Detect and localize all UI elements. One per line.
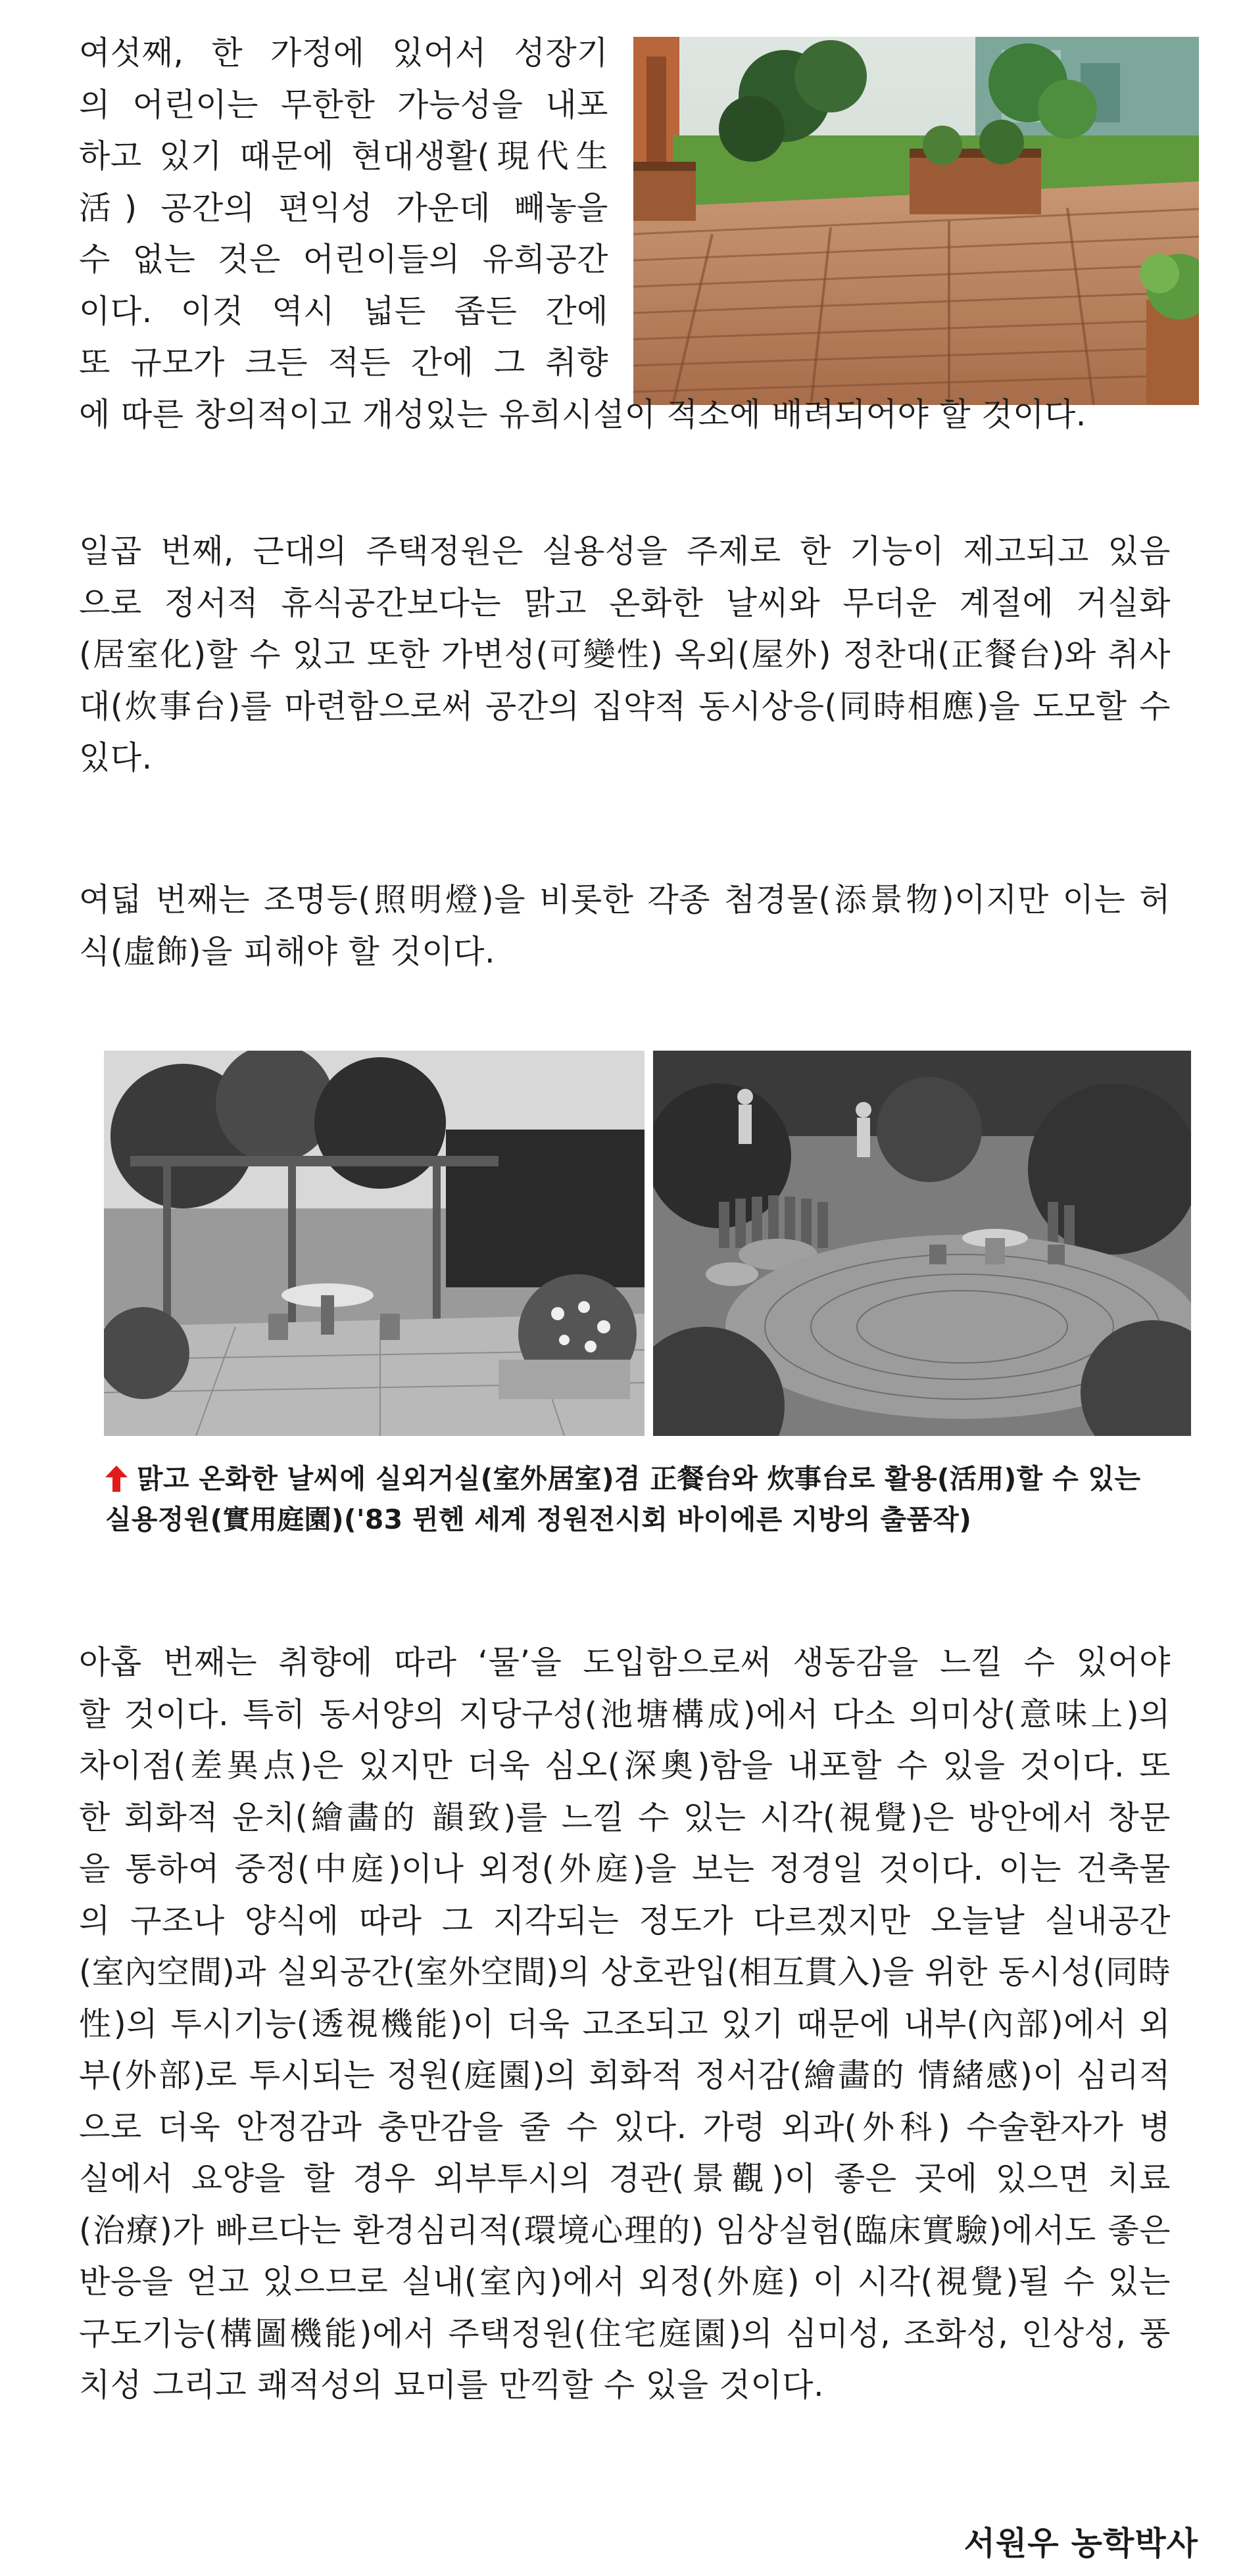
text-line: 아홉 번째는 취향에 따라 ‘물’을 도입함으로써 생동감을 느낄 수 있어야	[79, 1644, 1171, 1681]
text-line: 이다. 이것 역시 넓든 좁든 간에	[79, 292, 608, 330]
text-line: (室內空間)과 실외공간(室外空間)의 상호관입(相互貫入)을 위한 동시성(同時	[79, 1953, 1171, 1991]
text-line: 또 규모가 크든 적든 간에 그 취향	[79, 344, 608, 381]
text-line: 있다.	[79, 739, 153, 776]
paragraph-seventh	[79, 526, 1171, 784]
pergola-garden-photo	[104, 1051, 645, 1436]
text-line: 실에서 요양을 할 경우 외부투시의 경관(景觀)이 좋은 곳에 있으면 치료	[79, 2160, 1171, 2197]
text-line: 차이점(差異点)은 있지만 더욱 심오(深奧)함을 내포할 수 있을 것이다. 또	[79, 1747, 1171, 1784]
pergola-garden-illustration	[104, 1051, 645, 1436]
paragraph-ninth	[79, 1637, 1171, 2412]
text-line: 을 통하여 중정(中庭)이나 외정(外庭)을 보는 정경일 것이다. 이는 건축물	[79, 1850, 1171, 1888]
paved-court-garden-photo	[653, 1051, 1191, 1436]
text-line: 한 회화적 운치(繪畵的 韻致)를 느낄 수 있는 시각(視覺)은 방안에서 창문	[79, 1798, 1171, 1836]
text-line: 의 어린이는 무한한 가능성을 내포	[79, 85, 608, 124]
text-line: 반응을 얻고 있으므로 실내(室內)에서 외정(外庭) 이 시각(視覺)될 수 있는	[79, 2263, 1171, 2301]
text-line: (治療)가 빠르다는 환경심리적(環境心理的) 임상실험(臨床實驗)에서도 좋은	[79, 2211, 1171, 2249]
text-line: 치성 그리고 쾌적성의 묘미를 만끽할 수 있을 것이다.	[79, 2366, 825, 2404]
caption-line-1: 맑고 온화한 날씨에 실외거실(室外居室)겸 正餐台와 炊事台로 활용(活用)할 수 있는	[137, 1463, 1141, 1494]
text-line: 여섯째, 한 가정에 있어서 성장기	[79, 34, 608, 72]
caption-line-2: 실용정원(實用庭園)('83 뮌헨 세계 정원전시회 바이에른 지방의 출품작)	[105, 1504, 972, 1535]
text-line: 구도기능(構圖機能)에서 주택정원(住宅庭園)의 심미성, 조화성, 인상성, 풍	[79, 2314, 1171, 2352]
arrow-up-icon	[105, 1466, 128, 1492]
text-line: 여덟 번째는 조명등(照明燈)을 비롯한 각종 첨경물(添景物)이지만 이는 허	[79, 881, 1171, 918]
text-line: 하고 있기 때문에 현대생활(現代生	[79, 137, 608, 175]
text-line: 대(炊事台)를 마련함으로써 공간의 집약적 동시상응(同時相應)을 도모할 수	[79, 687, 1171, 725]
text-line: 수 없는 것은 어린이들의 유희공간	[79, 241, 608, 278]
paved-court-garden-illustration	[653, 1051, 1191, 1436]
text-line: (居室化)할 수 있고 또한 가변성(可變性) 옥외(屋外) 정찬대(正餐台)와 취사	[79, 636, 1171, 673]
text-line: 부(外部)로 투시되는 정원(庭園)의 회화적 정서감(繪畵的 情緒感)이 심리적	[79, 2057, 1171, 2094]
text-line: 일곱 번째, 근대의 주택정원은 실용성을 주제로 한 기능이 제고되고 있음	[79, 533, 1171, 570]
paragraph-sixth	[79, 28, 1171, 441]
paragraph-eighth	[79, 874, 1171, 978]
text-line: 으로 정서적 휴식공간보다는 맑고 온화한 날씨와 무더운 계절에 거실화	[79, 584, 1171, 622]
text-line: 活) 공간의 편익성 가운데 빼놓을	[79, 189, 608, 227]
text-line: 性)의 투시기능(透視機能)이 더욱 고조되고 있기 때문에 내부(內部)에서 외	[79, 2005, 1171, 2043]
photo-caption	[105, 1458, 1190, 1540]
text-line: 의 구조나 양식에 따라 그 지각되는 정도가 다르겠지만 오늘날 실내공간	[79, 1901, 1171, 1940]
text-line: 할 것이다. 특히 동서양의 지당구성(池塘構成)에서 다소 의미상(意味上)의	[79, 1695, 1171, 1733]
text-line: 에 따른 창의적이고 개성있는 유희시설이 적소에 배려되어야 할 것이다.	[79, 395, 1086, 433]
text-line: 으로 더욱 안정감과 충만감을 줄 수 있다. 가령 외과(外科) 수술환자가 병	[79, 2108, 1171, 2146]
author-credit: 서원우 농학박사	[963, 2525, 1198, 2562]
text-line: 식(虛飾)을 피해야 할 것이다.	[79, 932, 496, 970]
